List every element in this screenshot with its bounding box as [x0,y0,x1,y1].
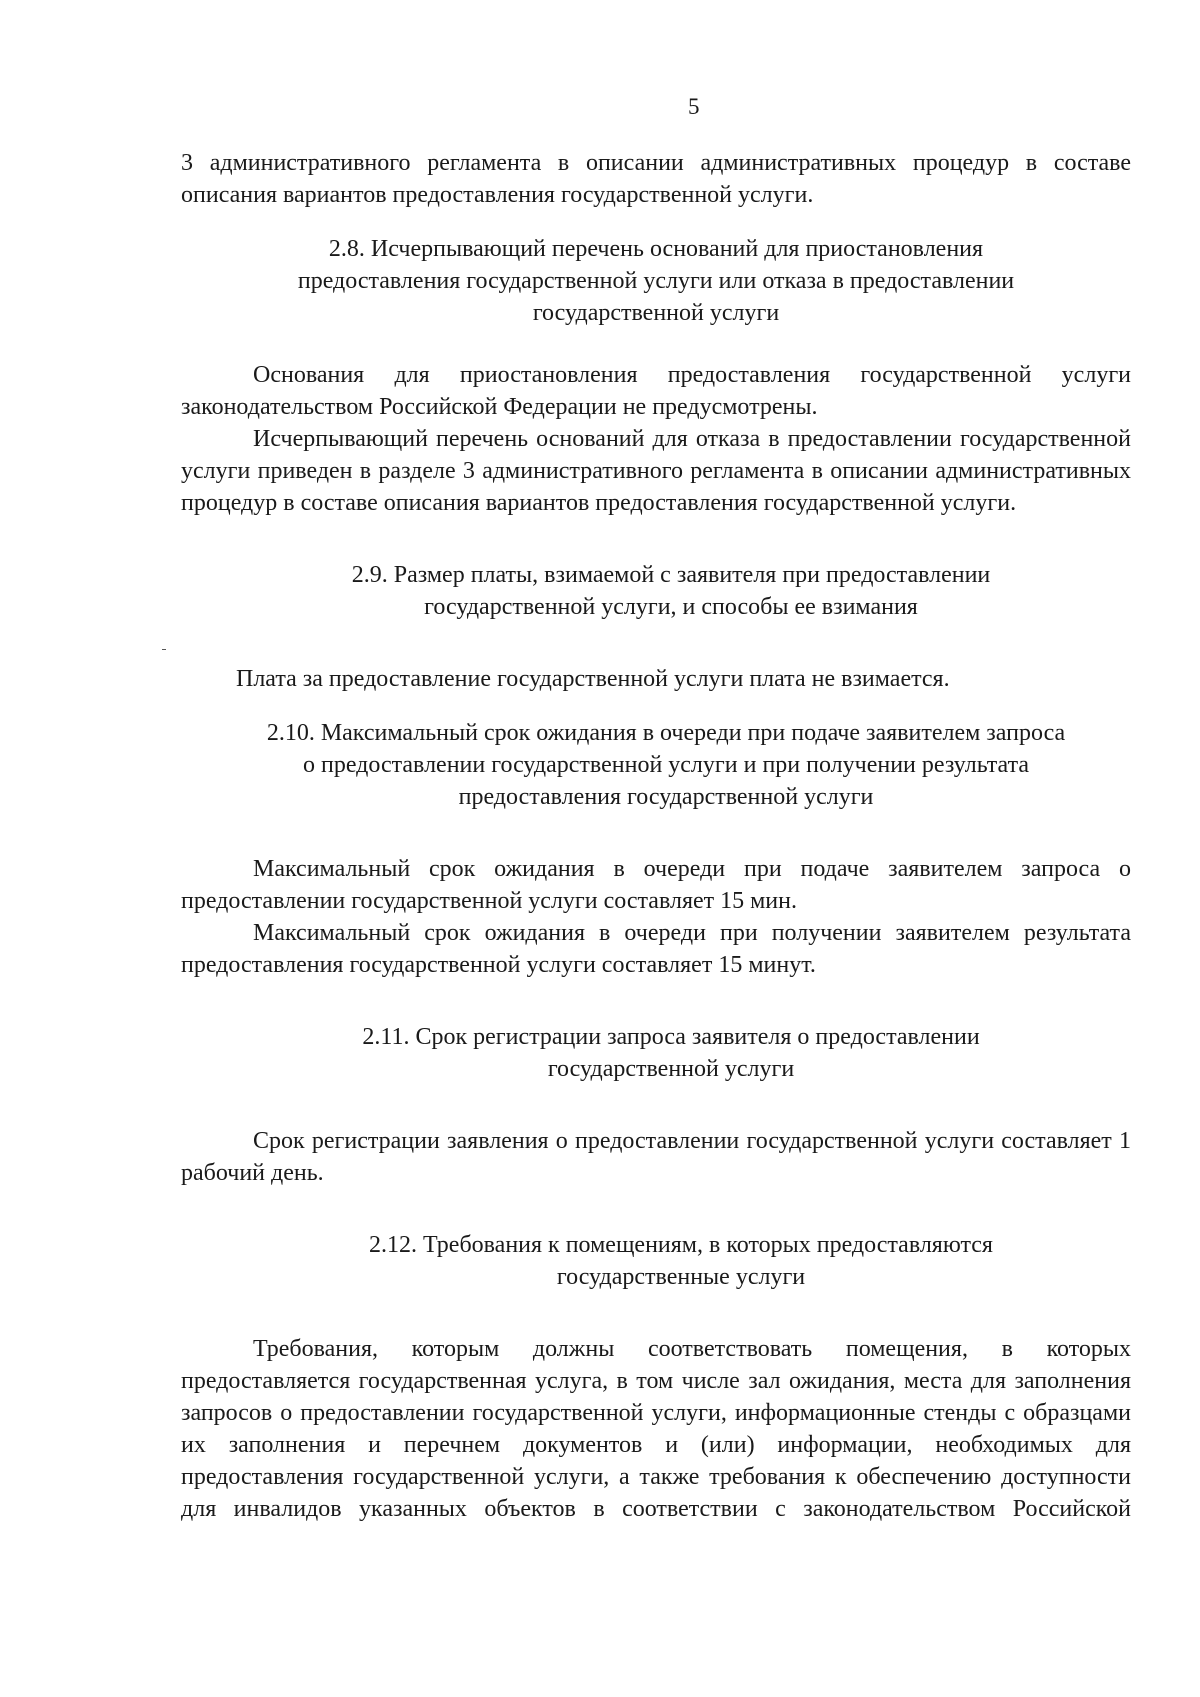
section-heading-2-10: 2.10. Максимальный срок ожидания в очереди при подаче заявителем запроса о предоставлении государственной услуги и при получении результата предоставления государственной услуги [266,720,1066,810]
section-2-8-paragraph-2: Исчерпывающий перечень оснований для отказа в предоставлении государственной услуги приведен в разделе 3 административного регламента в описании административных процедур в составе описания вариантов предоставления государственной услуги. [181,426,1131,516]
document-body [181,147,1131,1525]
section-heading-2-8: 2.8. Исчерпывающий перечень оснований для приостановления предоставления государственной услуги или отказа в предоставлении государственной услуги [297,236,1015,326]
section-2-12-paragraph-1: Требования, которым должны соответствовать помещения, в которых предоставляется государственная услуга, в том числе зал ожидания, места для заполнения запросов о предоставлении государственной услуги, информационные стенды с образцами их заполнения и перечнем документов и (или) информации, необходимых для предоставления государственной услуги, а также требования к обеспечению доступности для инвалидов указанных объектов в соответствии с законодательством Российской [181,1336,1131,1522]
page-number: 5 [688,94,700,119]
section-2-8-paragraph-1: Основания для приостановления предоставления государственной услуги законодательством Российской Федерации не предусмотрены. [181,362,1131,420]
section-heading-2-12: 2.12. Требования к помещениям, в которых предоставляются государственные услуги [369,1232,993,1290]
section-2-9-paragraph-1: Плата за предоставление государственной услуги плата не взимается. [236,666,950,692]
section-2-10-paragraph-2: Максимальный срок ожидания в очереди при получении заявителем результата предоставления государственной услуги составляет 15 минут. [181,920,1131,978]
section-heading-2-11: 2.11. Срок регистрации запроса заявителя о предоставлении государственной услуги [362,1024,980,1082]
scan-speck [162,649,166,650]
intro-paragraph: 3 административного регламента в описании административных процедур в составе описания вариантов предоставления государственной услуги. [181,150,1131,208]
section-2-11-paragraph-1: Срок регистрации заявления о предоставлении государственной услуги составляет 1 рабочий день. [181,1128,1131,1186]
section-heading-2-9: 2.9. Размер платы, взимаемой с заявителя при предоставлении государственной услуги, и способы ее взимания [351,562,991,620]
section-2-10-paragraph-1: Максимальный срок ожидания в очереди при подаче заявителем запроса о предоставлении государственной услуги составляет 15 мин. [181,856,1131,914]
